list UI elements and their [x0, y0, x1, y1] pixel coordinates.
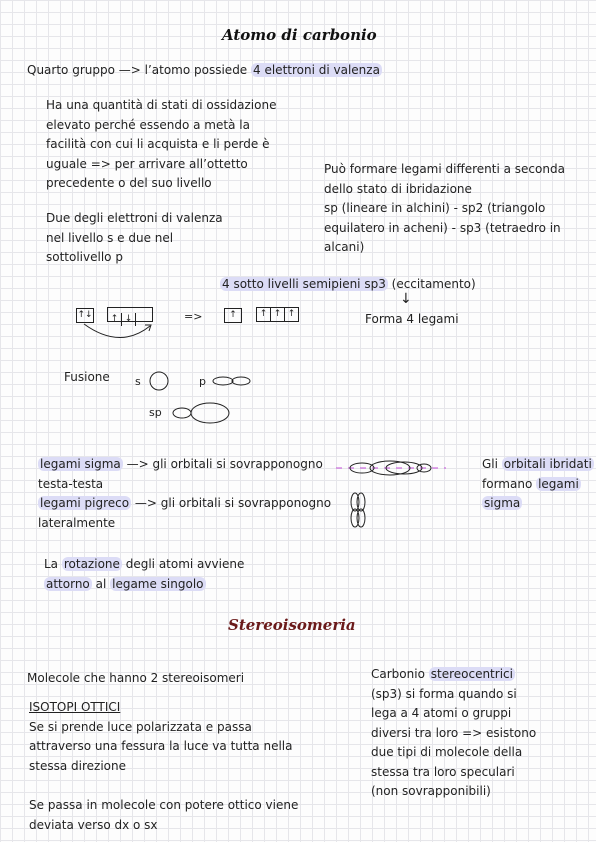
hybrid-highlight: legami — [538, 476, 579, 491]
implies-arrow: => — [184, 310, 203, 323]
p-cell: ↑ — [287, 309, 296, 319]
intro-highlight: 4 elettroni di valenza — [253, 63, 380, 77]
sigma-text: —> gli orbitali si sovrapponogno — [122, 457, 323, 471]
sigma-line-2: testa-testa — [38, 476, 104, 491]
paragraph-line: Ha una quantità di stati di ossidazione — [46, 98, 277, 112]
optical-heading — [29, 698, 292, 718]
p-cell: ↑ — [108, 313, 122, 326]
paragraph-line: lega a 4 atomi o gruppi — [371, 706, 512, 720]
stereocenter-line — [371, 665, 536, 685]
p-cell: ↑ — [257, 308, 271, 321]
hybrid-highlight: orbitali ibridati — [503, 457, 592, 471]
rotation-highlight: attorno — [46, 576, 90, 591]
pi-line-2: lateralmente — [38, 515, 116, 530]
hybrid-highlight: sigma — [484, 496, 521, 510]
pi-text: —> gli orbitali si sovrapponogno — [131, 496, 332, 510]
pi-line — [38, 494, 331, 514]
paragraph-line: alcani) — [324, 240, 365, 254]
rotation-line — [44, 575, 244, 595]
sp-label: sp — [149, 406, 162, 419]
rotation-highlight: rotazione — [63, 557, 120, 571]
pi-highlight: legami pigreco — [40, 496, 130, 510]
rotation-text: degli atomi avviene — [121, 557, 245, 571]
p-orbital-icon — [213, 377, 250, 385]
paragraph-line: sp (lineare in alchini) - sp2 (triangolo — [324, 201, 546, 215]
p-cell: ↓ — [122, 313, 136, 326]
stereocenter-highlight: stereocentrici — [430, 667, 513, 681]
s-orbital-icon — [150, 372, 168, 390]
paragraph-line: Se si prende luce polarizzata e passa — [29, 719, 252, 734]
intro-text: Quarto gruppo —> l’atomo possiede — [27, 63, 252, 77]
forms-bonds-label: Forma 4 legami — [365, 312, 459, 326]
sp-orbital-icon — [173, 403, 229, 423]
paragraph-line: sottolivello p — [46, 250, 123, 264]
rotation-line — [44, 555, 244, 575]
paragraph-line: (sp3) si forma quando si — [371, 686, 517, 701]
optical-isomers-section — [29, 698, 292, 776]
paragraph-line: (non sovrapponibili) — [371, 784, 491, 798]
paragraph-line: nel livello s e due nel — [46, 230, 174, 245]
s-orbital-box-after: ↑ — [224, 308, 242, 323]
p-cell: ↑ — [271, 308, 285, 321]
paragraph-line: Può formare legami differenti a seconda — [324, 162, 565, 176]
paragraph-line: equilatero in acheni) - sp3 (tetraedro in — [324, 220, 561, 235]
s-orbital-box-before: ↑↓ — [76, 308, 94, 323]
stereo-intro: Molecole che hanno 2 stereoisomeri — [27, 671, 245, 685]
paragraph-line: Due degli elettroni di valenza — [46, 211, 223, 225]
sublevels-highlight: 4 sotto livelli semipieni sp3 — [222, 277, 386, 291]
paragraph-line: stessa tra loro speculari — [371, 764, 515, 779]
rotation-text: al — [91, 576, 111, 591]
paragraph-line: stessa direzione — [29, 758, 126, 773]
optical-heading-text: ISOTOPI OTTICI — [29, 700, 121, 714]
paragraph-line: due tipi di molecole della — [371, 745, 523, 759]
sigma-overlap-icon — [336, 461, 446, 475]
paragraph-line: attraverso una fessura la luce va tutta nella — [29, 739, 293, 753]
down-arrow-icon: ↓ — [400, 291, 412, 307]
sigma-paragraph — [38, 455, 331, 533]
hybrid-text: Gli — [482, 457, 502, 471]
hybrid-line — [482, 494, 594, 514]
stereocenter-text: Carbonio — [371, 667, 429, 681]
stereocenter-paragraph — [371, 665, 536, 802]
sublevels-suffix: (eccitamento) — [387, 277, 476, 291]
p-label: p — [199, 375, 206, 388]
rotation-highlight: legame singolo — [112, 576, 204, 591]
page-title: Atomo di carbonio — [222, 26, 377, 44]
pi-overlap-icon — [351, 493, 365, 527]
paragraph-line: diversi tra loro => esistono — [371, 725, 537, 740]
sigma-highlight: legami sigma — [40, 457, 121, 471]
paragraph-line: elevato perché essendo a metà la — [46, 117, 250, 132]
paragraph-line: Se passa in molecole con potere ottico viene — [29, 798, 299, 812]
sigma-line — [38, 455, 331, 475]
hybrid-text: formano — [482, 476, 537, 491]
hybrid-paragraph — [482, 455, 594, 514]
paragraph-line: facilità con cui li acquista e li perde è — [46, 137, 270, 151]
paragraph-line: dello stato di ibridazione — [324, 181, 472, 196]
fusion-label: Fusione — [64, 370, 110, 384]
paragraph-line: uguale => per arrivare all’ottetto — [46, 156, 248, 171]
optical-paragraph-2 — [29, 796, 298, 835]
hybrid-line — [482, 455, 594, 475]
section-title: Stereoisomeria — [228, 616, 356, 634]
paragraph-line: precedente o del suo livello — [46, 176, 212, 190]
hybrid-line — [482, 475, 594, 495]
rotation-paragraph — [44, 555, 244, 594]
paragraph-line: deviata verso dx o sx — [29, 817, 158, 832]
s-label: s — [135, 375, 141, 388]
rotation-text: La — [44, 557, 62, 571]
